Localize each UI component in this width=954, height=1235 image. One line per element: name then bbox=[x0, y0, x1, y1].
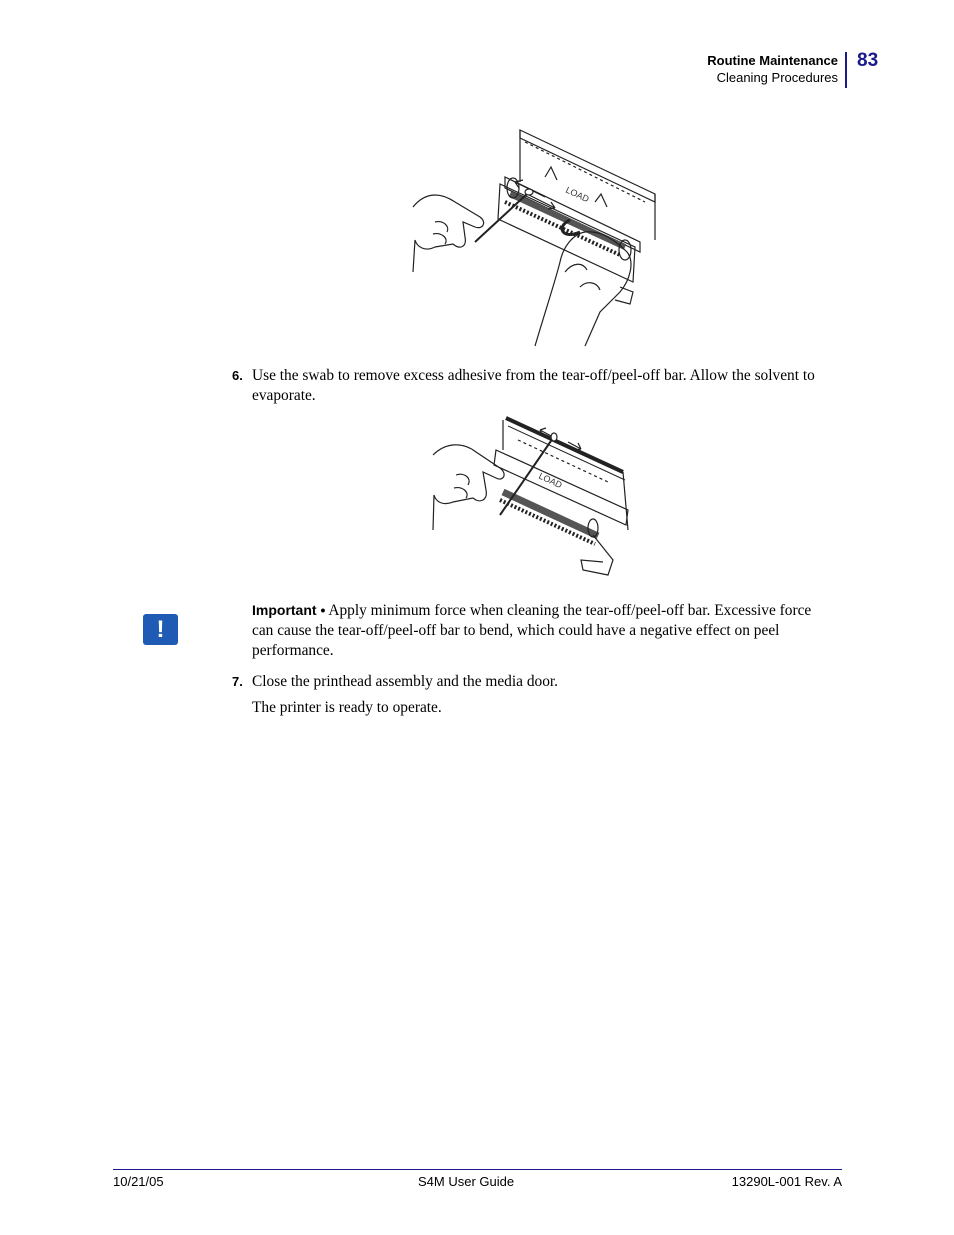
important-note bbox=[252, 600, 832, 661]
header-subsection-title: Cleaning Procedures bbox=[716, 70, 838, 85]
step-6-number: 6. bbox=[232, 368, 243, 383]
step-7-number: 7. bbox=[232, 674, 243, 689]
footer-divider bbox=[113, 1169, 842, 1170]
note-lead: Important • bbox=[252, 602, 326, 618]
footer-doc-number: 13290L-001 Rev. A bbox=[731, 1174, 842, 1189]
footer-title: S4M User Guide bbox=[418, 1174, 515, 1189]
step-6-text: Use the swab to remove excess adhesive from the tear-off/peel-off bar. Allow the solvent to evaporate. bbox=[252, 367, 815, 404]
step-7-text: Close the printhead assembly and the media door. bbox=[252, 673, 559, 690]
header-section-title: Routine Maintenance bbox=[707, 53, 838, 68]
figure-tear-off-bar-cleaning bbox=[428, 410, 648, 592]
page-number: 83 bbox=[857, 50, 879, 71]
step-6 bbox=[232, 366, 842, 406]
footer-date: 10/21/05 bbox=[113, 1174, 164, 1189]
step-7 bbox=[232, 672, 842, 692]
figure-load-label: LOAD bbox=[564, 184, 591, 205]
note-text: Apply minimum force when cleaning the tear-off/peel-off bar. Excessive force can cause the tear-off/peel-off bar to bend, which could have a negative effect on peel performance. bbox=[252, 602, 812, 659]
exclamation-icon: ! bbox=[143, 614, 178, 645]
result-text: The printer is ready to operate. bbox=[252, 699, 442, 716]
header-divider bbox=[845, 52, 847, 88]
figure-platen-cleaning bbox=[405, 122, 665, 348]
figure-load-label-2: LOAD bbox=[537, 470, 564, 491]
